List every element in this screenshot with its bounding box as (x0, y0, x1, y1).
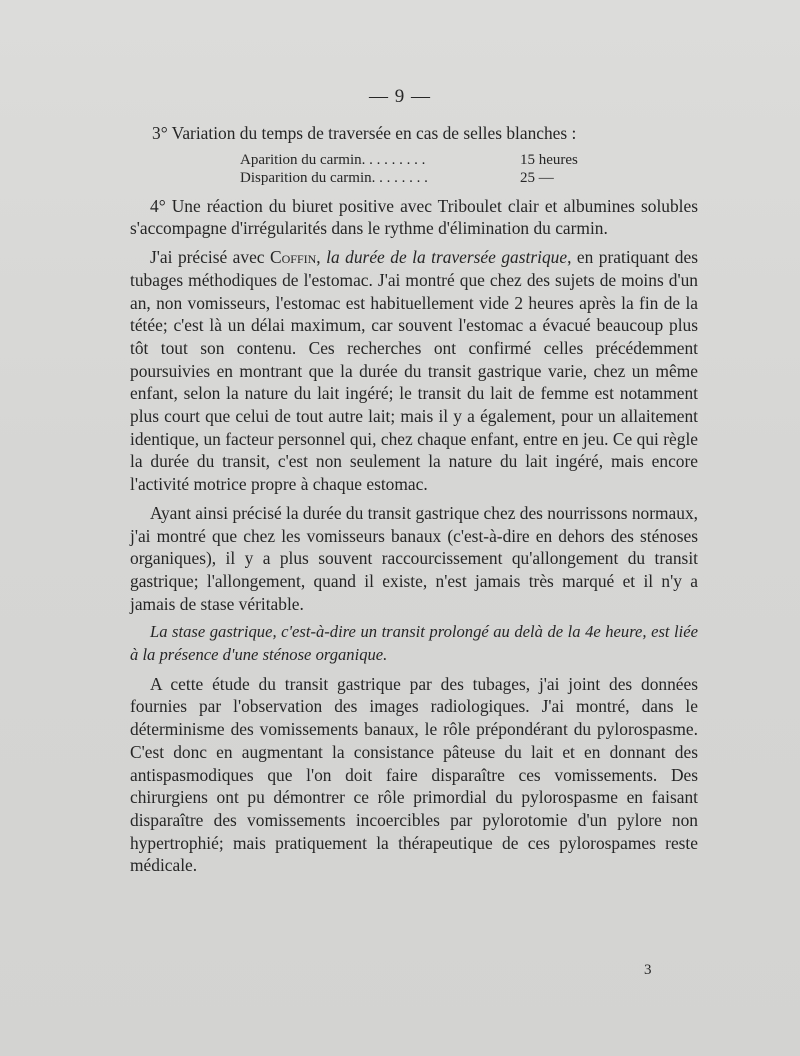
timing-table (240, 151, 698, 187)
folio-number: 3 (644, 962, 652, 978)
timing-row-disparition (240, 169, 698, 187)
paragraph-radiologie: A cette étude du transit gastrique par des tubages, j'ai joint des données fournies par l'observation des images radiologiques. J'ai montré, dans le déterminisme des vomissements banaux, le rôle prépondérant du pylorospasme. C'est donc en augmentant la consistance pâteuse du lait et en donnant des antispasmodiques que l'on doit faire disparaître ces vomissements. Des chirurgiens ont pu démontrer ce rôle primordial du pylorospasme en faisant disparaître des vomissements incoercibles par pylorotomie d'un pylore non hypertrophié; mais pratiquement la thérapeutique de ces pylorospames reste médicale. (130, 673, 698, 876)
paragraph-text: , en pratiquant des tubages méthodiques de l'estomac. J'ai montré que chez des sujets de moins d'un an, non vomisseurs, l'estomac est habituellement vide 2 heures après la fin de la tétée; c'est là un délai maximum, car souvent l'estomac a évacué beaucoup plus tôt tout son contenu. Ces recherches ont confirmé celles précédemment poursuivies en montrant que la durée du transit gastrique varie, chez un même enfant, selon la nature du lait ingéré; le transit du lait de femme est notamment plus court que celui de tout autre lait; mais il y a également, pour un allaitement identique, un facteur personnel qui, chez chaque enfant, entre en jeu. Ce qui règle la durée du transit, c'est non seulement la nature du lait ingéré, mais encore l'activité motrice propre à chaque estomac. (130, 247, 698, 495)
timing-value: 25 — (520, 169, 554, 186)
author-name: Coffin (270, 247, 317, 268)
section-heading: 3° Variation du temps de traversée en cas de selles blanches : (152, 123, 577, 143)
emphasis-text: la durée de la traversée gastrique (326, 247, 568, 268)
timing-value: 15 heures (520, 151, 578, 168)
timing-label: Aparition du carmin. . . . . . . . . (240, 151, 426, 168)
page-number: — 9 — (369, 86, 431, 107)
paragraph-biuret: 4° Une réaction du biuret positive avec Triboulet clair et albumines solubles s'accompagne d'irrégularités dans le rythme d'élimination du carmin. (130, 195, 698, 239)
paragraph-text: , (316, 247, 327, 268)
timing-label: Disparition du carmin. . . . . . . . (240, 169, 428, 186)
body-text (130, 122, 698, 877)
paragraph-vomisseurs: Ayant ainsi précisé la durée du transit gastrique chez des nourrissons normaux, j'ai montré que chez les vomisseurs banaux (c'est-à-dire en dehors des sténoses organiques), il y a plus souvent raccourcissement qu'allongement du transit gastrique; l'allongement, quand il existe, n'est jamais très marqué et il n'y a jamais de stase véritable. (130, 502, 698, 614)
paragraph-stase: La stase gastrique, c'est-à-dire un transit prolongé au delà de la 4e heure, est liée à la présence d'une sténose organique. (130, 622, 698, 665)
timing-row-apparition (240, 151, 698, 169)
paragraph-traversee (130, 246, 698, 496)
paragraph-text: J'ai précisé avec (150, 247, 271, 268)
